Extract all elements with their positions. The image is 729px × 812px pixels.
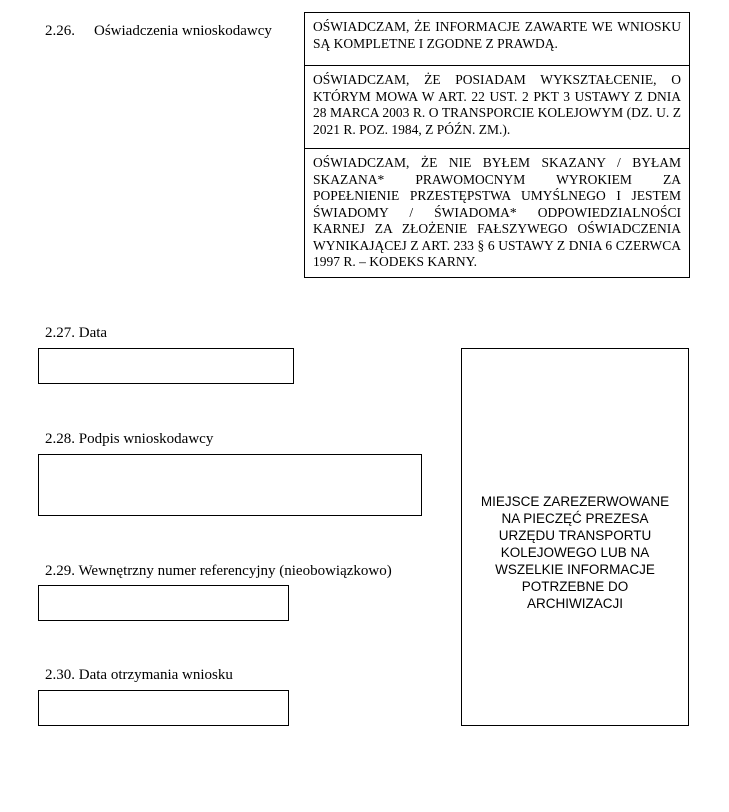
- stamp-box: [461, 348, 689, 726]
- declaration-completeness: OŚWIADCZAM, ŻE INFORMACJE ZAWARTE WE WNIOSKU SĄ KOMPLETNE I ZGODNE Z PRAWDĄ.: [305, 13, 690, 66]
- received-date-field[interactable]: [38, 690, 289, 726]
- signature-label: 2.28. Podpis wnioskodawcy: [45, 431, 214, 447]
- reference-number-field[interactable]: [38, 585, 289, 621]
- declaration-row: [305, 149, 690, 278]
- received-date-label: 2.30. Data otrzymania wniosku: [45, 667, 233, 683]
- declaration-row: [305, 13, 690, 66]
- stamp-box-text: MIEJSCE ZAREZERWOWANE NA PIECZĘĆ PREZESA URZĘDU TRANSPORTU KOLEJOWEGO LUB NA WSZELKIE INFORMACJE POTRZEBNE DO ARCHIWIZACJI: [480, 493, 670, 611]
- declaration-criminal-record: OŚWIADCZAM, ŻE NIE BYŁEM SKAZANY / BYŁAM SKAZANA* PRAWOMOCNYM WYROKIEM ZA POPEŁNIENIE PRZESTĘPSTWA UMYŚLNEGO I JESTEM ŚWIADOMY / ŚWIADOMA* ODPOWIEDZIALNOŚCI KARNEJ ZA ZŁOŻENIE FAŁSZYWEGO OŚWIADCZENIA WYNIKAJĄCEJ Z ART. 233 § 6 USTAWY Z DNIA 6 CZERWCA 1997 R. – KODEKS KARNY.: [305, 149, 690, 278]
- date-label: 2.27. Data: [45, 325, 108, 341]
- section-title: Oświadczenia wnioskodawcy: [94, 23, 272, 39]
- signature-field[interactable]: [38, 454, 422, 516]
- reference-label: 2.29. Wewnętrzny numer referencyjny (nieobowiązkowo): [45, 563, 392, 579]
- declarations-table: [304, 12, 690, 278]
- section-number: 2.26.: [45, 23, 75, 39]
- date-field[interactable]: [38, 348, 294, 384]
- declaration-education: OŚWIADCZAM, ŻE POSIADAM WYKSZTAŁCENIE, O KTÓRYM MOWA W ART. 22 UST. 2 PKT 3 USTAWY Z DNIA 28 MARCA 2003 R. O TRANSPORCIE KOLEJOWYM (DZ. U. Z 2021 R. POZ. 1984, Z PÓŹN. ZM.).: [305, 66, 690, 149]
- declaration-row: [305, 66, 690, 149]
